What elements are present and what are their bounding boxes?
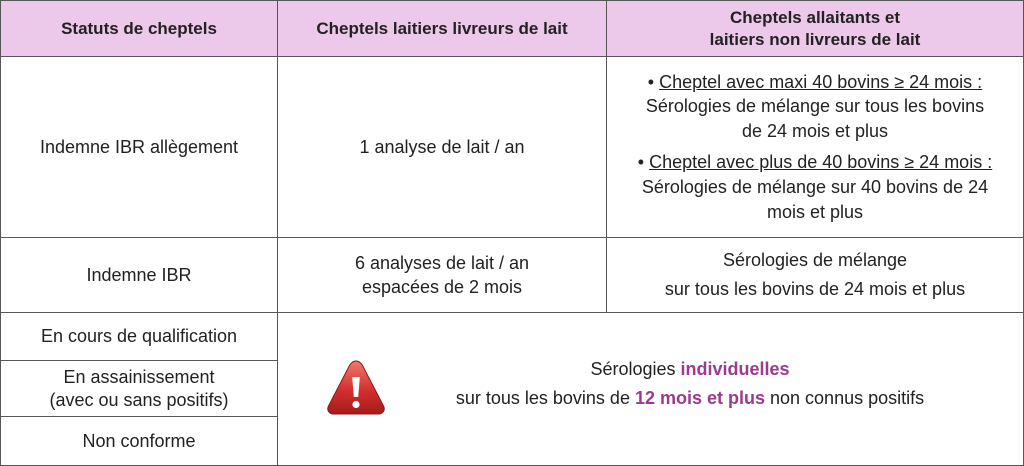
merged-line2-pre: sur tous les bovins de [455,387,635,408]
allaitants-indemne [606,237,1024,313]
merged-text-block [395,355,985,413]
header-allaitants-line1: Cheptels allaitants et [729,8,901,28]
warning-triangle-icon [325,358,387,418]
bullet-plus-40 [638,150,992,224]
allaitants-indemne-allegement [606,56,1024,238]
bullet-icon: • [637,152,645,172]
status-indemne-label: Indemne IBR [86,264,192,285]
bullet-plus-40-line2: mois et plus [766,201,864,222]
status-en-cours-qualification-label: En cours de qualification [40,326,238,347]
status-non-conforme [0,416,278,466]
merged-line2 [395,384,985,413]
status-en-cours-qualification [0,312,278,361]
laitiers-indemne-allegement-text: 1 analyse de lait / an [359,136,525,157]
merged-line1-text: Sérologies [590,359,681,379]
status-assainissement [0,360,278,417]
highlight-individuelles: individuelles [680,359,790,379]
laitiers-indemne [277,237,607,313]
laitiers-indemne-line1: 6 analyses de lait / an [354,252,530,273]
bullet-maxi-40-line1: Sérologies de mélange sur tous les bovins [645,96,985,117]
header-laitiers [277,0,607,57]
bullet-icon: • [647,71,655,92]
merged-line1 [395,355,985,384]
header-laitiers-label: Cheptels laitiers livreurs de lait [316,18,568,38]
bullet-maxi-40-line2: de 24 mois et plus [741,121,889,142]
header-statuts-label: Statuts de cheptels [61,18,217,38]
bullet-plus-40-line1: Sérologies de mélange sur 40 bovins de 24 [641,176,989,197]
header-statuts [0,0,278,57]
laitiers-indemne-line2: espacées de 2 mois [361,277,523,297]
highlight-12-mois: 12 mois et plus [634,387,766,408]
status-non-conforme-label: Non conforme [82,430,196,451]
allaitants-indemne-line1: Sérologies de mélange [722,250,908,271]
status-indemne-allegement-label: Indemne IBR allègement [39,136,239,157]
bullet-plus-40-title: Cheptel avec plus de 40 bovins ≥ 24 mois : [649,152,993,172]
merged-line2-post: non connus positifs [765,387,925,408]
status-indemne [0,237,278,313]
status-indemne-allegement [0,56,278,238]
bullet-maxi-40 [646,70,984,144]
status-assainissement-line1: En assainissement [63,367,215,387]
laitiers-indemne-allegement [277,56,607,238]
bullet-maxi-40-title: Cheptel avec maxi 40 bovins ≥ 24 mois : [659,71,983,92]
status-assainissement-line2: (avec ou sans positifs) [49,389,229,410]
allaitants-indemne-line2: sur tous les bovins de 24 mois et plus [664,279,966,299]
header-allaitants-line2: laitiers non livreurs de lait [709,29,921,49]
header-allaitants [606,0,1024,57]
